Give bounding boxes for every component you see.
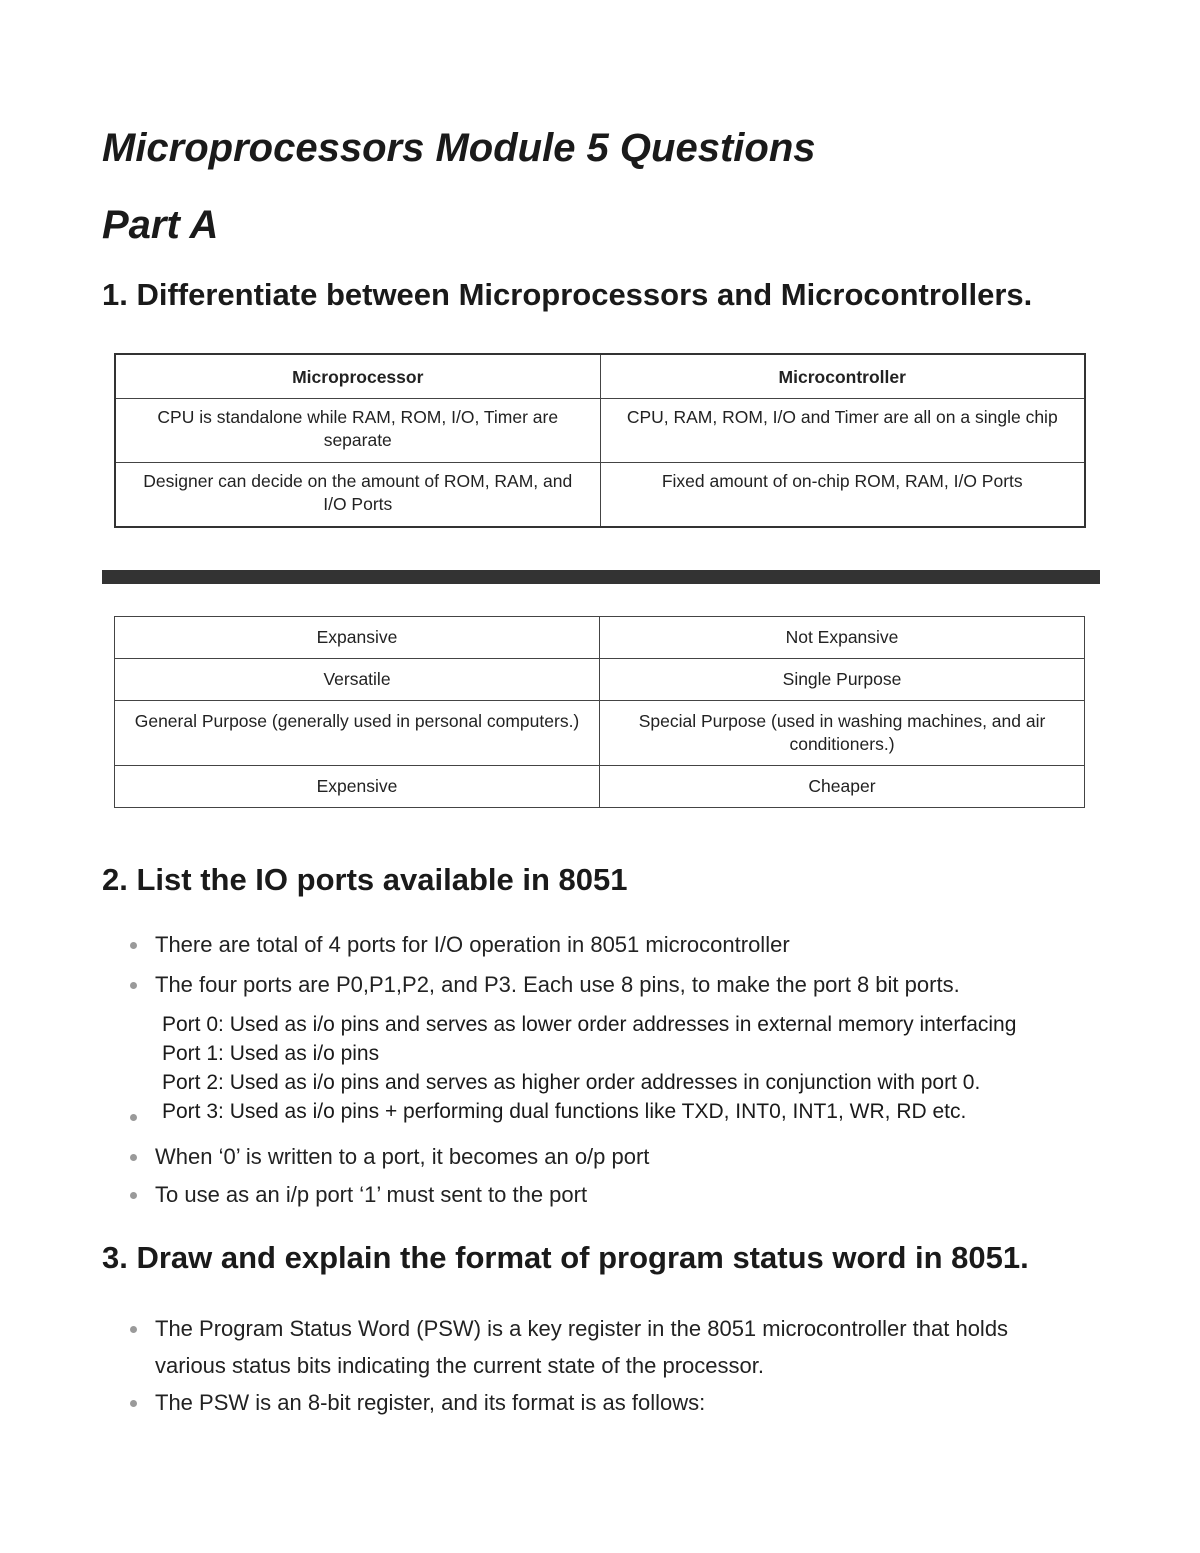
page-break-divider bbox=[102, 570, 1100, 584]
question-1-heading: 1. Differentiate between Microprocessors and Microcontrollers. bbox=[102, 277, 1033, 312]
list-item-text: The Program Status Word (PSW) is a key register in the 8051 microcontroller that holds bbox=[155, 1316, 1009, 1341]
table-cell: CPU, RAM, ROM, I/O and Timer are all on a single chip bbox=[600, 399, 1085, 463]
table-cell: General Purpose (generally used in personal computers.) bbox=[115, 701, 600, 766]
table-cell: Expansive bbox=[115, 617, 600, 659]
list-item bbox=[130, 1311, 1008, 1347]
table-cell: Special Purpose (used in washing machines, and air conditioners.) bbox=[600, 701, 1085, 766]
bullet-icon bbox=[130, 982, 137, 989]
table-row bbox=[115, 463, 1085, 528]
list-item bbox=[130, 931, 960, 959]
table-row bbox=[115, 617, 1085, 659]
table-cell: Fixed amount of on-chip ROM, RAM, I/O Ports bbox=[600, 463, 1085, 528]
table-cell: Designer can decide on the amount of ROM, RAM, and I/O Ports bbox=[115, 463, 600, 528]
question-3-heading: 3. Draw and explain the format of program status word in 8051. bbox=[102, 1240, 1029, 1275]
list-item-text: The four ports are P0,P1,P2, and P3. Each use 8 pins, to make the port 8 bit ports. bbox=[155, 972, 960, 997]
list-item-text: There are total of 4 ports for I/O operation in 8051 microcontroller bbox=[155, 932, 790, 957]
comparison-table-1 bbox=[114, 353, 1086, 528]
header-microprocessor: Microprocessor bbox=[115, 354, 600, 399]
list-item bbox=[130, 1385, 1008, 1421]
table-row bbox=[115, 766, 1085, 808]
list-item-text: To use as an i/p port ‘1’ must sent to the port bbox=[155, 1182, 588, 1207]
io-ports-list bbox=[130, 931, 960, 1011]
bullet-icon bbox=[130, 1114, 137, 1121]
table-cell: Cheaper bbox=[600, 766, 1085, 808]
table-row bbox=[115, 659, 1085, 701]
bullet-icon bbox=[130, 1192, 137, 1199]
port-1-description: Port 1: Used as i/o pins bbox=[162, 1042, 380, 1065]
port-2-description: Port 2: Used as i/o pins and serves as higher order addresses in conjunction with port 0. bbox=[162, 1071, 981, 1094]
table-row bbox=[115, 701, 1085, 766]
document-title: Microprocessors Module 5 Questions bbox=[102, 126, 816, 170]
table-cell: Expensive bbox=[115, 766, 600, 808]
table-cell: Single Purpose bbox=[600, 659, 1085, 701]
io-ports-list-continued bbox=[130, 1143, 649, 1219]
bullet-icon bbox=[130, 1154, 137, 1161]
bullet-icon bbox=[130, 1326, 137, 1333]
list-item-continuation bbox=[130, 1348, 1008, 1384]
psw-list bbox=[130, 1311, 1008, 1422]
question-2-heading: 2. List the IO ports available in 8051 bbox=[102, 862, 628, 897]
bullet-icon bbox=[130, 1400, 137, 1407]
list-item-text: The PSW is an 8-bit register, and its format is as follows: bbox=[155, 1390, 706, 1415]
list-item bbox=[130, 971, 960, 999]
bullet-icon bbox=[130, 942, 137, 949]
comparison-table-2 bbox=[114, 616, 1085, 808]
header-microcontroller: Microcontroller bbox=[600, 354, 1085, 399]
list-item-text: various status bits indicating the current state of the processor. bbox=[155, 1353, 764, 1378]
port-3-description: Port 3: Used as i/o pins + performing dual functions like TXD, INT0, INT1, WR, RD etc. bbox=[162, 1100, 967, 1123]
table-cell: CPU is standalone while RAM, ROM, I/O, Timer are separate bbox=[115, 399, 600, 463]
table-cell: Versatile bbox=[115, 659, 600, 701]
table-header-row bbox=[115, 354, 1085, 399]
list-item-text: When ‘0’ is written to a port, it becomes an o/p port bbox=[155, 1144, 650, 1169]
list-item bbox=[130, 1181, 649, 1209]
port-0-description: Port 0: Used as i/o pins and serves as lower order addresses in external memory interfacing bbox=[162, 1013, 1017, 1036]
table-row bbox=[115, 399, 1085, 463]
part-heading: Part A bbox=[102, 203, 219, 247]
port-descriptions bbox=[162, 1010, 1016, 1126]
list-item bbox=[130, 1143, 649, 1171]
table-cell: Not Expansive bbox=[600, 617, 1085, 659]
